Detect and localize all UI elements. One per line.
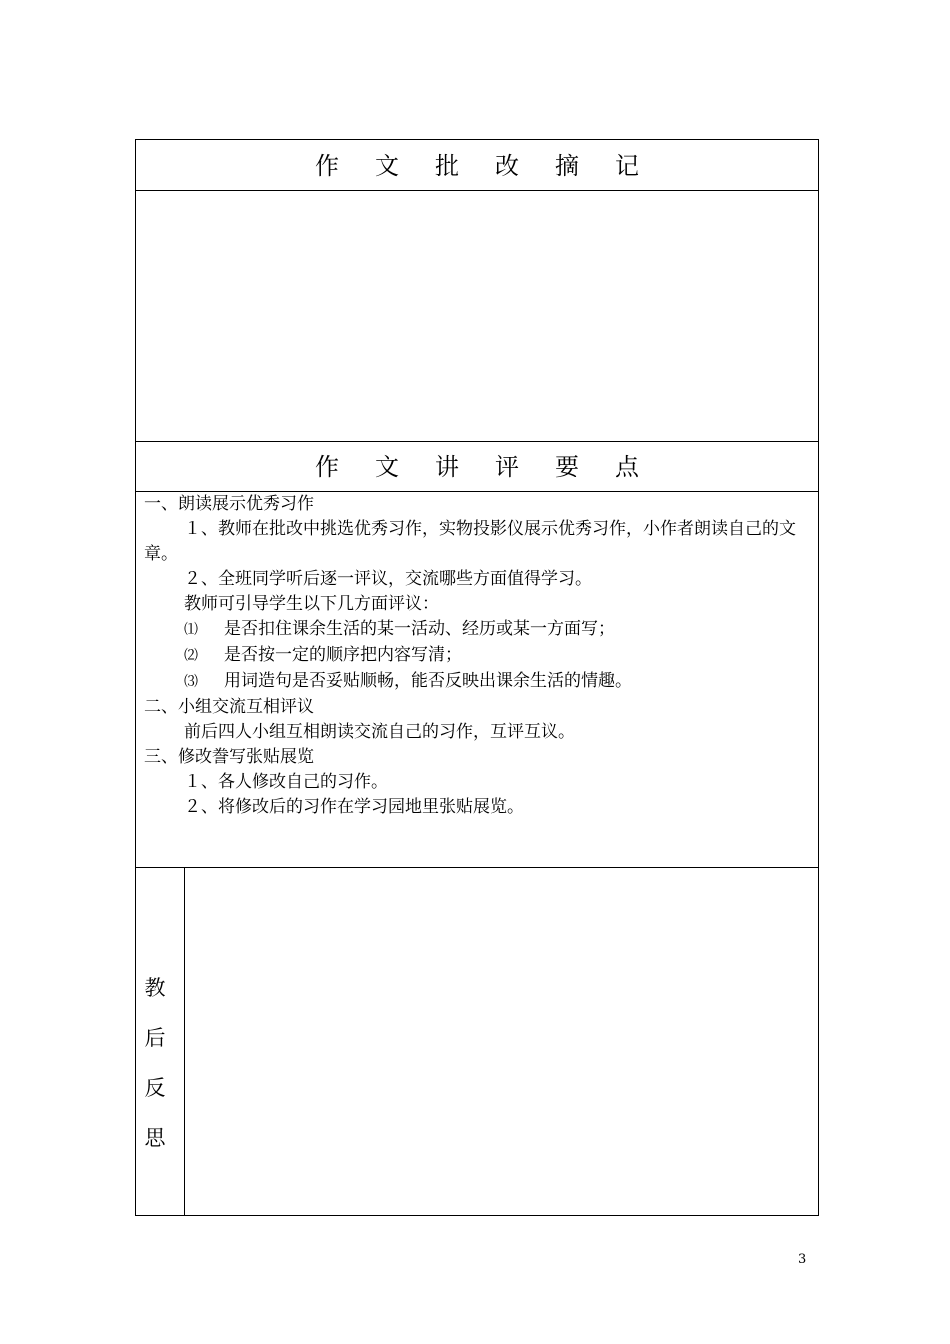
list-item-number: ⑵ xyxy=(184,648,198,664)
header-correction-notes: 作文批改摘记 xyxy=(315,152,675,180)
section-1-paragraph-1: １、教师在批改中挑选优秀习作，实物投影仪展示优秀习作，小作者朗读自己的文章。 xyxy=(144,519,796,564)
section-1-paragraph-3: 教师可引导学生以下几方面评议： xyxy=(184,594,439,614)
reflection-char: 反 xyxy=(144,1076,166,1100)
section-2-title: 二、小组交流互相评议 xyxy=(144,697,314,717)
column-divider xyxy=(184,867,185,1215)
list-item-number: ⑴ xyxy=(184,622,198,638)
list-item xyxy=(144,669,814,695)
header-review-points: 作文讲评要点 xyxy=(315,453,675,481)
list-item-number: ⑶ xyxy=(184,674,198,690)
divider xyxy=(136,867,818,868)
reflection-char: 思 xyxy=(144,1126,166,1150)
list-item-text: 用词造句是否妥贴顺畅，能否反映出课余生活的情趣。 xyxy=(224,671,632,691)
lesson-table xyxy=(135,139,819,1216)
reflection-char: 教 xyxy=(144,976,166,1000)
divider xyxy=(136,190,818,191)
divider xyxy=(136,441,818,442)
reflection-char: 后 xyxy=(144,1026,166,1050)
section-3-paragraph-2: ２、将修改后的习作在学习园地里张贴展览。 xyxy=(184,797,524,817)
list-item-text: 是否按一定的顺序把内容写清； xyxy=(224,645,462,665)
section-2-paragraph: 前后四人小组互相朗读交流自己的习作，互评互议。 xyxy=(184,722,575,742)
section-1-paragraph-2: ２、全班同学听后逐一评议，交流哪些方面值得学习。 xyxy=(184,569,592,589)
section-3-title: 三、修改誊写张贴展览 xyxy=(144,747,314,767)
list-item-text: 是否扣住课余生活的某一活动、经历或某一方面写； xyxy=(224,619,615,639)
section-3-paragraph-1: １、各人修改自己的习作。 xyxy=(184,772,388,792)
list-item xyxy=(144,643,814,669)
section-1-title: 一、朗读展示优秀习作 xyxy=(144,494,314,514)
reflection-label xyxy=(136,867,184,1216)
page-number: 3 xyxy=(798,1252,807,1267)
review-points-content xyxy=(144,492,814,820)
list-item xyxy=(144,617,814,643)
